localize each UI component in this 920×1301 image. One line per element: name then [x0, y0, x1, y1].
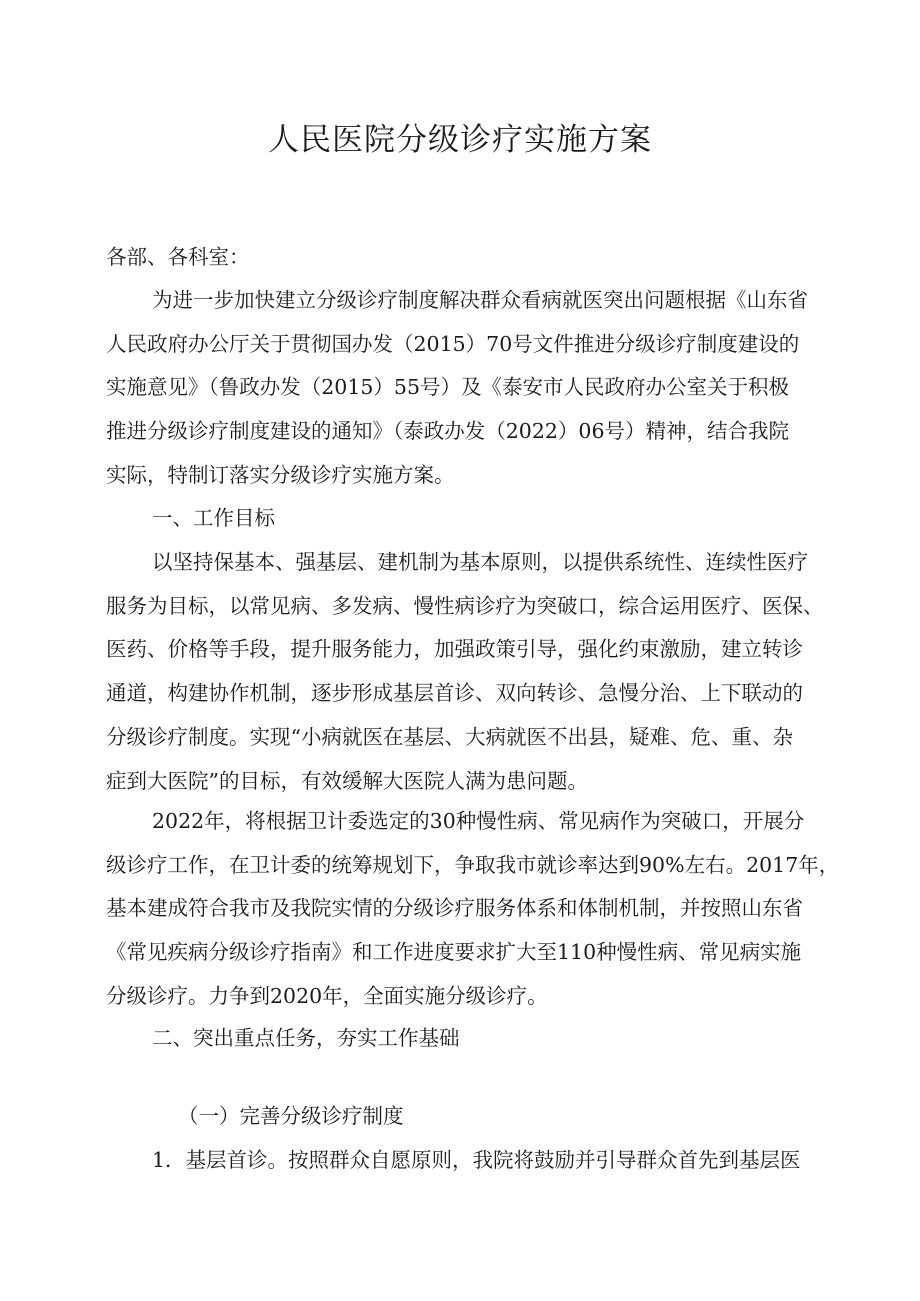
intro-line: 实际，特制订落实分级诊疗实施方案。 — [106, 462, 455, 487]
paragraph-line: 分级诊疗制度。实现“小病就医在基层、大病就医不出县，疑难、危、重、杂 — [106, 724, 793, 749]
intro-line: 人民政府办公厅关于贯彻国办发（2015）70号文件推进分级诊疗制度建设的 — [106, 331, 800, 356]
paragraph-line: 服务为目标，以常见病、多发病、慢性病诊疗为突破口，综合运用医疗、医保、 — [106, 593, 824, 618]
paragraph-line: 基本建成符合我市及我院实情的分级诊疗服务体系和体制机制，并按照山东省 — [106, 896, 803, 921]
section1-paragraph-2 — [106, 800, 852, 1019]
list-item-line: 1．基层首诊。按照群众自愿原则，我院将鼓励并引导群众首先到基层医 — [152, 1148, 801, 1172]
item-1-block — [106, 1139, 852, 1183]
subsection-heading: （一）完善分级诊疗制度 — [178, 1104, 404, 1128]
section1-paragraph-1 — [106, 541, 852, 803]
salutation: 各部、各科室： — [106, 245, 250, 269]
intro-line: 为进一步加快建立分级诊疗制度解决群众看病就医突出问题根据《山东省 — [152, 288, 808, 312]
salutation-block — [106, 236, 852, 280]
subsection-heading-block — [106, 1095, 852, 1139]
document-title: 人民医院分级诊疗实施方案 — [268, 122, 652, 158]
paragraph-line: 通道，构建协作机制，逐步形成基层首诊、双向转诊、急慢分治、上下联动的 — [106, 681, 803, 706]
paragraph-line: 以坚持保基本、强基层、建机制为基本原则，以提供系统性、连续性医疗 — [152, 550, 808, 574]
section-heading: 二、突出重点任务，夯实工作基础 — [152, 1026, 460, 1050]
section-heading: 一、工作目标 — [152, 506, 275, 530]
intro-line: 实施意见》（鲁政办发（2015）55号）及《泰安市人民政府办公室关于积极 — [106, 375, 790, 400]
paragraph-line: 级诊疗工作，在卫计委的统筹规划下，争取我市就诊率达到90%左右。2017年， — [106, 852, 840, 877]
intro-paragraph — [106, 279, 852, 498]
paragraph-line: 分级诊疗。力争到2020年，全面实施分级诊疗。 — [106, 983, 548, 1008]
paragraph-line: 症到大医院”的目标，有效缓解大医院人满为患问题。 — [106, 768, 588, 793]
intro-line: 推进分级诊疗制度建设的通知》（泰政办发（2022）06号）精神，结合我院 — [106, 419, 790, 444]
paragraph-line: 2022年，将根据卫计委选定的30种慢性病、常见病作为突破口，开展分 — [152, 809, 805, 833]
section1-heading-block — [106, 497, 852, 541]
section2-heading-block — [106, 1017, 852, 1061]
paragraph-line: 医药、价格等手段，提升服务能力，加强政策引导，强化约束激励，建立转诊 — [106, 637, 803, 662]
paragraph-line: 《常见疾病分级诊疗指南》和工作进度要求扩大至110种慢性病、常见病实施 — [106, 940, 802, 965]
